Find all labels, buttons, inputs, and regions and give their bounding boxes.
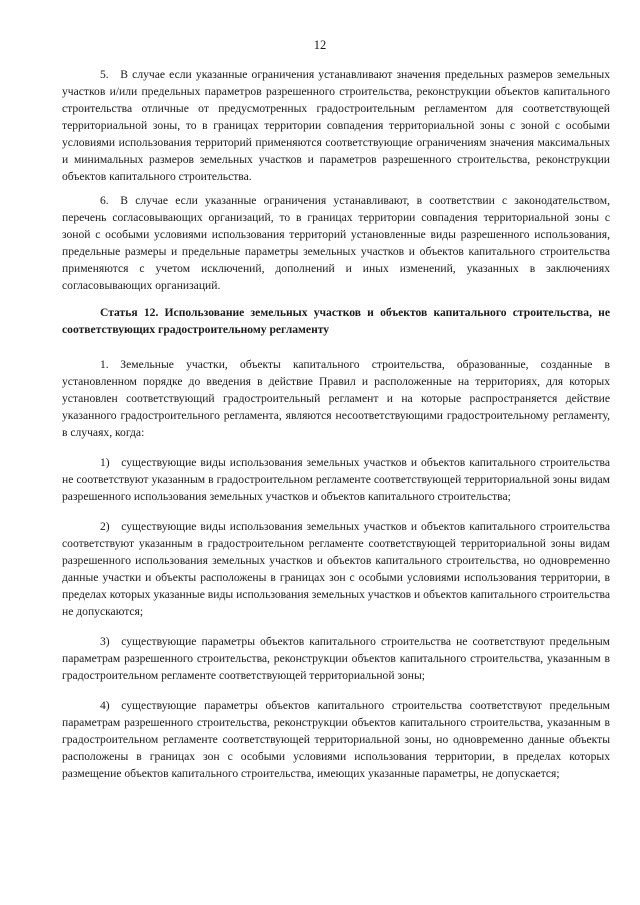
article-12-paragraph-1: 1. Земельные участки, объекты капитального строительства, образованные, созданные в установленном порядке до введения в действие Правил и расположенные на территориях, для которых установлен соответствующий градостроительный регламент и на которые распространяется действие указанного градостроительного регламента, являются несоответствующими градостроительному регламенту, в случаях, когда:	[62, 358, 610, 439]
list-item-1: 1) существующие виды использования земельных участков и объектов капитального строительства не соответствуют указанным в градостроительном регламенте соответствующей территориальной зоны видам разрешенного использования земельных участков и объектов капитального строительства;	[62, 456, 610, 503]
list-item-4: 4) существующие параметры объектов капитального строительства соответствуют предельным параметрам разрешенного строительства, реконструкции объектов капитального строительства, указанным в градостроительном регламенте соответствующей территориальной зоны, но одновременно данные объекты расположены в границах зон с особыми условиями использования территории, в пределах которых размещение объектов капитального строительства, имеющих указанные параметры, не допускается;	[62, 699, 610, 780]
page-number: 12	[313, 38, 327, 52]
list-item-2: 2) существующие виды использования земельных участков и объектов капитального строительства соответствуют указанным в градостроительном регламенте соответствующей территориальной зоны видам разрешенного использования земельных участков и объектов капитального строительства, но одновременно данные участки и объекты расположены в границах зон с особыми условиями использования территории, в пределах которых указанные виды использования земельных участков и объектов капитального строительства не допускаются;	[62, 520, 610, 618]
list-item-3: 3) существующие параметры объектов капитального строительства не соответствуют предельным параметрам разрешенного строительства, реконструкции объектов капитального строительства, указанным в градостроительном регламенте соответствующей территориальной зоны;	[62, 635, 610, 682]
paragraph-5: 5. В случае если указанные ограничения устанавливают значения предельных размеров земельных участков и/или предельных параметров разрешенного строительства, реконструкции объектов капитального строительства отличные от предусмотренных градостроительным регламентом для соответствующей территориальной зоны, то в границах территории совпадения территориальной зоны с зоной с особыми условиями использования территорий применяются соответствующие ограничениям значения максимальных и минимальных размеров земельных участков и параметров разрешенного строительства, реконструкции объектов капитального строительства.	[62, 68, 610, 183]
page-content	[62, 66, 610, 795]
article-12-heading: Статья 12. Использование земельных участков и объектов капитального строительства, не соответствующих градостроительному регламенту	[62, 306, 610, 336]
paragraph-6: 6. В случае если указанные ограничения устанавливают, в соответствии с законодательством, перечень согласовывающих организаций, то в границах территории совпадения территориальной зоны с зоной с особыми условиями использования территорий установленные виды разрешенного использования, предельные размеры и предельные параметры земельных участков и объектов капитального строительства применяются с учетом исключений, дополнений и иных изменений, указанных в заключениях согласовывающих организаций.	[62, 194, 610, 292]
